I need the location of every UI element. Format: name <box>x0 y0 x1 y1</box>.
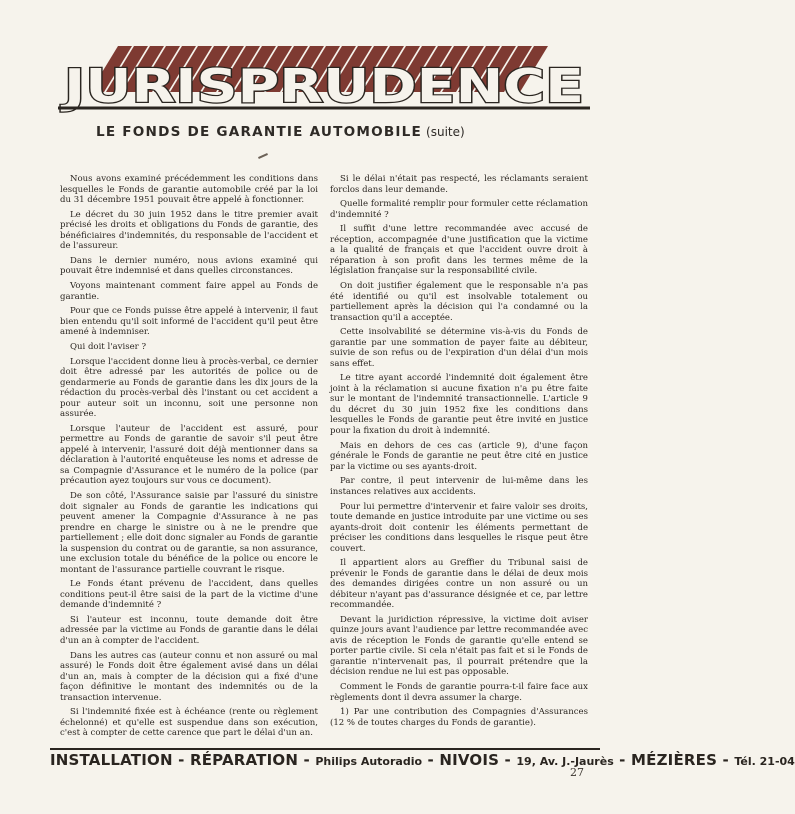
paragraph: Comment le Fonds de garantie pourra-t-il faire face aux règlements dont il devra assumer la charge. <box>330 682 588 703</box>
paragraph: On doit justifier également que le responsable n'a pas été identifié ou qu'il est insolvable totalement ou partiellement après la décision qui l'a condamné ou la transaction qu'il a acceptée. <box>330 281 588 323</box>
ad-phone: Tél. 21-04 <box>734 755 795 768</box>
paragraph: Cette insolvabilité se détermine vis-à-vis du Fonds de garantie par une sommation de payer faite au débiteur, suivie de son refus ou de l'expiration d'un délai d'un mois sans effet. <box>330 327 588 369</box>
ad-address: 19, Av. J.-Jaurès <box>516 755 614 768</box>
subtitle-suffix: (suite) <box>426 125 465 139</box>
paragraph: Le Fonds étant prévenu de l'accident, dans quelles conditions peut-il être saisi de la part de la victime d'une demande d'indemnité ? <box>60 579 318 611</box>
paragraph: Si l'auteur est inconnu, toute demande doit être adressée par la victime au Fonds de garantie dans le délai d'un an à compter de l'accident. <box>60 614 318 646</box>
article-left-column <box>60 174 318 743</box>
paragraph: Le titre ayant accordé l'indemnité doit également être joint à la réclamation si aucune fixation n'a pu être faite sur le montant de l'indemnité transactionnelle. L'article 9 du décret du 30 juin 1952 fixe les conditions dans lesquelles le Fonds de garantie peut être invité en justice pour la fixation du droit à indemnité. <box>330 373 588 436</box>
paragraph: Il appartient alors au Greffier du Tribunal saisi de prévenir le Fonds de garantie dans le délai de deux mois des demandes dirigées contre un non assuré ou un débiteur n'ayant pas d'assurance désignée et ce, par lettre recommandée. <box>330 558 588 611</box>
page-number: 27 <box>570 766 584 779</box>
article-subtitle <box>96 124 576 140</box>
paragraph: Il suffit d'une lettre recommandée avec accusé de réception, accompagnée d'une justification que la victime a la qualité de français et que l'accident ouvre droit à réparation à son profit dans les termes même de la législation française sur la responsabilité civile. <box>330 224 588 277</box>
paragraph: Dans le dernier numéro, nous avions examiné qui pouvait être indemnisé et dans quelles circonstances. <box>60 255 318 277</box>
paragraph: Pour lui permettre d'intervenir et faire valoir ses droits, toute demande en justice introduite par une victime ou ses ayants-droit doit contenir les éléments permettant de préciser les conditions dans lesquelles le risque peut être couvert. <box>330 501 588 554</box>
ad-brand: Philips Autoradio <box>315 755 423 768</box>
subtitle-text: LE FONDS DE GARANTIE AUTOMOBILE <box>96 124 423 140</box>
decorative-dash <box>258 153 268 159</box>
paragraph: Voyons maintenant comment faire appel au Fonds de garantie. <box>60 281 318 302</box>
ad-services: INSTALLATION - RÉPARATION - <box>50 751 316 769</box>
paragraph: Mais en dehors de ces cas (article 9), d'une façon générale le Fonds de garantie ne peut être cité en justice par la victime ou ses ayants-droit. <box>330 440 588 472</box>
ad-business-name: - NIVOIS - <box>422 751 517 769</box>
paragraph: Quelle formalité remplir pour formuler cette réclamation d'indemnité ? <box>330 199 588 220</box>
paragraph: 1) Par une contribution des Compagnies d'Assurances (12 % de toutes charges du Fonds de garantie). <box>330 707 588 728</box>
paragraph: De son côté, l'Assurance saisie par l'assuré du sinistre doit signaler au Fonds de garantie les indications qui peuvent amener la Compagnie d'Assurance à ne pas prendre en charge le sinistre ou à ne le prendre que partiellement ; elle doit donc signaler au Fonds de garantie la suspension du contrat ou de garantie, sa non assurance, une exclusion totale du bénéfice de la police ou encore le montant de l'assurance partielle couvrant le risque. <box>60 491 318 575</box>
paragraph: Par contre, il peut intervenir de lui-même dans les instances relatives aux accidents. <box>330 476 588 497</box>
paragraph: Pour que ce Fonds puisse être appelé à intervenir, il faut bien entendu qu'il soit informé de l'accident qu'il peut être amené à indemniser. <box>60 306 318 338</box>
ad-town: - MÉZIÈRES - <box>613 751 735 769</box>
paragraph: Qui doit l'aviser ? <box>70 341 147 352</box>
banner-title: JURISPRUDENCE <box>60 59 584 113</box>
paragraph: Si le délai n'était pas respecté, les réclamants seraient forclos dans leur demande. <box>330 174 588 195</box>
paragraph: Si l'indemnité fixée est à échéance (rente ou règlement échelonné) et qu'elle est suspendue dans son exécution, c'est à compter de cette carence que part le délai d'un an. <box>60 707 318 739</box>
paragraph: Lorsque l'auteur de l'accident est assuré, pour permettre au Fonds de garantie de savoir s'il peut être appelé à intervenir, l'assuré doit déjà mentionner dans sa déclaration à l'autorité enquêteuse les noms et adresse de sa Compagnie d'Assurance et le numéro de la police (par précaution ayez toujours sur vous ce document). <box>60 423 318 487</box>
paragraph: Lorsque l'accident donne lieu à procès-verbal, ce dernier doit être adressé par les autorités de police ou de gendarmerie au Fonds de garantie dans les dix jours de la rédaction du procès-verbal dès l'instant ou cet accident a pour auteur soit un inconnu, soit une personne non assurée. <box>60 356 318 420</box>
paragraph: Dans les autres cas (auteur connu et non assuré ou mal assuré) le Fonds doit être également avisé dans un délai d'un an, mais à compter de la décision qui a fixé d'une façon définitive le montant des indemnités ou de la transaction intervenue. <box>60 650 318 703</box>
article-right-column <box>330 174 588 732</box>
paragraph: Nous avons examiné précédemment les conditions dans lesquelles le Fonds de garantie automobile créé par la loi du 31 décembre 1951 pouvait être appelé à fonctionner. <box>60 174 318 205</box>
paragraph: Devant la juridiction répressive, la victime doit aviser quinze jours avant l'audience par lettre recommandée avec avis de réception le Fonds de garantie qu'elle entend se porter partie civile. Si cela n'était pas fait et si le Fonds de garantie n'intervenait pas, il pourrait prétendre que la décision rendue ne lui est pas opposable. <box>330 614 588 678</box>
paragraph: Le décret du 30 juin 1952 dans le titre premier avait précisé les droits et obligations du Fonds de garantie, des bénéficiaires d'indemnités, du responsable de l'accident et de l'assureur. <box>60 209 318 252</box>
jurisprudence-banner <box>48 40 600 114</box>
advertisement-banner <box>50 748 795 770</box>
